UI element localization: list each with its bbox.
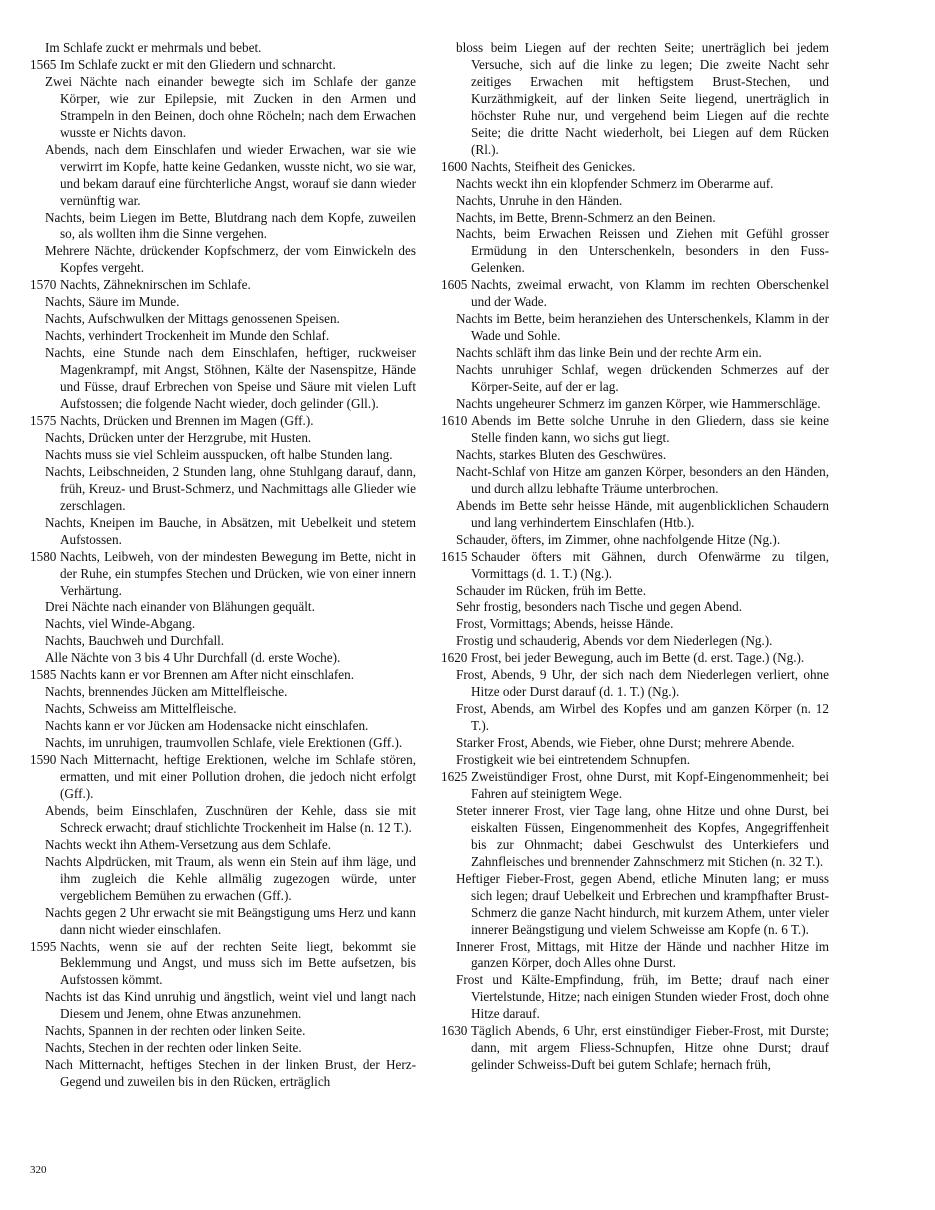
entry-text: Nach Mitternacht, heftiges Stechen in der linken Brust, der Herz-Gegend und zuweilen bis in den Rücken, erträglich [45, 1057, 416, 1090]
entry-text: Nachts gegen 2 Uhr erwacht sie mit Beängstigung ums Herz und kann dann nicht wieder einschlafen. [45, 904, 416, 937]
entry-text: Steter innerer Frost, vier Tage lang, ohne Hitze und ohne Durst, bei eiskalten Füssen, Eingenommenheit des Kopfes, Angegriffenheit bis zur Ohnmacht; dabei Geschwulst des Unterkiefers und Zahnfleisches und brennender Zahnschmerz mit Stichen (n. 32 T.). [456, 802, 829, 869]
symptom-entry [441, 532, 829, 549]
symptom-entry [30, 752, 416, 803]
entry-text: Nachts, Schweiss am Mittelfleische. [45, 701, 237, 717]
symptom-entry [30, 1023, 416, 1040]
symptom-entry [441, 396, 829, 413]
symptom-entry [441, 447, 829, 464]
entry-text: Nachts, viel Winde-Abgang. [45, 616, 196, 632]
entry-text: Nachts im Bette, beim heranziehen des Unterschenkels, Klamm in der Wade und Sohle. [456, 311, 829, 344]
symptom-entry [30, 243, 416, 277]
entry-text: Nacht-Schlaf von Hitze am ganzen Körper, besonders an den Händen, und durch allzu lebhafte Träume unterbrochen. [456, 463, 829, 496]
entry-text: Nachts ungeheurer Schmerz im ganzen Körper, wie Hammerschläge. [456, 396, 821, 412]
entry-text: Nachts, Spannen in der rechten oder linken Seite. [45, 1023, 306, 1039]
symptom-entry [441, 803, 829, 871]
entry-text: Nachts kann er vor Jücken am Hodensacke nicht einschlafen. [45, 718, 369, 734]
symptom-entry [441, 667, 829, 701]
entry-text: Nachts, Steifheit des Genickes. [471, 158, 636, 174]
entry-text: Nachts, verhindert Trockenheit im Munde den Schlaf. [45, 328, 330, 344]
symptom-entry [441, 40, 829, 159]
entry-text: Nach Mitternacht, heftige Erektionen, welche im Schlafe stören, ermatten, und mit einer Pollution drohen, die jedoch nicht erfolgt (Gff.). [60, 752, 416, 801]
entry-text: Im Schlafe zuckt er mehrmals und bebet. [45, 40, 262, 55]
left-column [30, 40, 416, 1091]
symptom-entry [30, 599, 416, 616]
entry-text: Nachts, beim Erwachen Reissen und Ziehen mit Gefühl grosser Ermüdung in den Unterschenkeln, besonders in den Fuss-Gelenken. [456, 226, 829, 276]
symptom-entry [30, 1040, 416, 1057]
symptom-entry [441, 226, 829, 277]
symptom-entry [441, 311, 829, 345]
entry-text: Frost und Kälte-Empfindung, früh, im Bette; drauf nach einer Viertelstunde, Hitze; nach einigen Stunden wieder Frost, doch ohne Hitze darauf. [456, 972, 829, 1022]
entry-text: Täglich Abends, 6 Uhr, erst einstündiger Fieber-Frost, mit Durste; dann, mit argem Fliess-Schnupfen, Hitze ohne Durst; drauf gelinder Schweiss-Duft bei gutem Schlafe; hernach früh, [471, 1023, 829, 1073]
symptom-entry [441, 599, 829, 616]
entry-text: Abends, nach dem Einschlafen und wieder Erwachen, war sie wie verwirrt im Kopfe, hatte keine Gedanken, wusste nicht, wo sie war, und bekam darauf eine fürchterliche Angst, worauf sie dann wieder vernünftig war. [45, 141, 416, 208]
symptom-entry [30, 413, 416, 430]
entry-number: 1625 [441, 768, 468, 784]
symptom-entry [30, 464, 416, 515]
entry-text: Nachts, Unruhe in den Händen. [456, 192, 623, 208]
symptom-entry [441, 498, 829, 532]
entry-text: Frost, Abends, 9 Uhr, der sich nach dem Niederlegen verliert, ohne Hitze oder Durst darauf (d. 1. T.) (Ng.). [456, 667, 829, 700]
entry-text: Nachts, Zähneknirschen im Schlafe. [60, 277, 251, 293]
symptom-entry [441, 616, 829, 633]
entry-number: 1575 [30, 412, 57, 428]
symptom-entry [441, 193, 829, 210]
entry-text: Nachts, Säure im Munde. [45, 294, 180, 310]
symptom-entry [441, 583, 829, 600]
entry-text: Sehr frostig, besonders nach Tische und gegen Abend. [456, 599, 743, 615]
symptom-entry [30, 57, 416, 74]
symptom-entry [30, 515, 416, 549]
entry-number: 1585 [30, 667, 57, 683]
entry-text: Mehrere Nächte, drückender Kopfschmerz, der vom Einwickeln des Kopfes vergeht. [45, 243, 416, 276]
entry-text: Nachts, im Bette, Brenn-Schmerz an den Beinen. [456, 209, 716, 225]
symptom-entry [30, 74, 416, 142]
entry-text: Im Schlafe zuckt er mit den Gliedern und schnarcht. [60, 56, 336, 72]
symptom-entry [441, 464, 829, 498]
entry-number: 1605 [441, 277, 468, 293]
symptom-entry [441, 549, 829, 583]
symptom-entry [441, 769, 829, 803]
symptom-entry [30, 905, 416, 939]
entry-text: Schauder öfters mit Gähnen, durch Ofenwärme zu tilgen, Vormittags (d. 1. T.) (Ng.). [471, 548, 829, 581]
entry-text: Schauder im Rücken, früh im Bette. [456, 582, 647, 598]
entry-text: Nachts, Leibweh, von der mindesten Bewegung im Bette, nicht in der Ruhe, ein stumpfes Stechen und Drücken, wie von einer innern Verhärtung. [60, 548, 416, 598]
entry-text: Innerer Frost, Mittags, mit Hitze der Hände und nachher Hitze im ganzen Körper, doch Alles ohne Durst. [456, 938, 829, 971]
entry-text: Starker Frost, Abends, wie Fieber, ohne Durst; mehrere Abende. [456, 735, 795, 751]
entry-text: Nachts, eine Stunde nach dem Einschlafen, heftiger, ruckweiser Magenkrampf, mit Angst, Stöhnen, Kälte der Nasenspitze, Hände und Füsse, drauf Erbrechen von Speise und Säure mit vielen Luft Aufstossen; die folgende Nacht wieder, doch gelinder (Gll.). [45, 345, 416, 412]
entry-number: 1615 [441, 548, 468, 564]
symptom-entry [30, 294, 416, 311]
symptom-entry [30, 837, 416, 854]
symptom-entry [441, 871, 829, 939]
entry-number: 1595 [30, 938, 57, 954]
symptom-entry [30, 633, 416, 650]
symptom-entry [441, 277, 829, 311]
symptom-entry [441, 176, 829, 193]
entry-text: Nachts, beim Liegen im Bette, Blutdrang nach dem Kopfe, zuweilen so, als wollten ihm die Sinne vergehen. [45, 209, 416, 242]
symptom-entry [30, 718, 416, 735]
symptom-entry [441, 413, 829, 447]
entry-text: Nachts, starkes Bluten des Geschwüres. [456, 446, 667, 462]
symptom-entry [30, 803, 416, 837]
symptom-entry [30, 210, 416, 244]
entry-text: Drei Nächte nach einander von Blähungen gequält. [45, 599, 315, 615]
entry-text: Heftiger Fieber-Frost, gegen Abend, etliche Minuten lang; er muss sich legen; drauf Uebelkeit und Erbrechen und krampfhafter Brust-Schmerz die ganze Nacht hindurch, mit kurzem Athem, unter vieler innerer Beängstigung und vielem Schweisse am Kopfe (n. 6 T.). [456, 870, 829, 937]
entry-text: Nachts kann er vor Brennen am After nicht einschlafen. [60, 667, 355, 683]
symptom-entry [30, 277, 416, 294]
entry-text: Zweistündiger Frost, ohne Durst, mit Kopf-Eingenommenheit; bei Fahren auf steinigtem Wege. [471, 768, 829, 801]
symptom-entry [441, 972, 829, 1023]
entry-number: 1620 [441, 650, 468, 666]
entry-text: Frost, Vormittags; Abends, heisse Hände. [456, 616, 674, 632]
symptom-entry [441, 210, 829, 227]
symptom-entry [30, 430, 416, 447]
symptom-entry [441, 939, 829, 973]
symptom-entry [441, 633, 829, 650]
symptom-entry [30, 311, 416, 328]
entry-text: Nachts, Drücken unter der Herzgrube, mit Husten. [45, 429, 312, 445]
symptom-entry [30, 549, 416, 600]
symptom-entry [30, 989, 416, 1023]
symptom-entry [441, 362, 829, 396]
symptom-entry [30, 667, 416, 684]
entry-text: Nachts, Drücken und Brennen im Magen (Gff.). [60, 412, 314, 428]
symptom-entry [441, 159, 829, 176]
entry-text: Nachts Alpdrücken, mit Traum, als wenn ein Stein auf ihm läge, und ihm zugleich die Kehle allmälig zugezogen würde, unter vergeblichem Bemühen zu erwachen (Gff.). [45, 853, 416, 903]
symptom-entry [30, 616, 416, 633]
symptom-entry [30, 701, 416, 718]
entry-text: Frostigkeit wie bei eintretendem Schnupfen. [456, 752, 691, 768]
entry-text: Nachts unruhiger Schlaf, wegen drückenden Schmerzes auf der Körper-Seite, auf der er lag. [456, 362, 829, 395]
entry-text: Nachts weckt ihn ein klopfender Schmerz im Oberarme auf. [456, 175, 774, 191]
entry-text: Nachts ist das Kind unruhig und ängstlich, weint viel und langt nach Diesem und Jenem, ohne Etwas anzunehmen. [45, 989, 416, 1022]
entry-text: Nachts muss sie viel Schleim ausspucken, oft halbe Stunden lang. [45, 446, 393, 462]
entry-text: bloss beim Liegen auf der rechten Seite; unerträglich bei jedem Versuche, sich auf die linke zu legen; Die zweite Nacht sehr zeitiges Erwachen mit heftigstem Brust-Stechen, und Kurzäthmigkeit, auf der linken Seite liegend, unerträglich in höchster Ruhe nur, und vergehend beim Liegen auf die rechte Seite; die dritte Nacht wiederholt, bei Liegen auf dem Rücken (Rl.). [456, 40, 829, 157]
page-number: 320 [30, 1164, 47, 1176]
entry-text: Nachts, brennendes Jücken am Mittelfleische. [45, 684, 288, 700]
entry-number: 1610 [441, 412, 468, 428]
entry-text: Nachts, wenn sie auf der rechten Seite liegt, bekommt sie Beklemmung und Angst, und muss sich im Bette aufsetzen, bis Aufstossen kömmt. [60, 938, 416, 988]
entry-text: Nachts, im unruhigen, traumvollen Schlafe, viele Erektionen (Gff.). [45, 735, 403, 751]
symptom-entry [30, 650, 416, 667]
entry-text: Nachts, Bauchweh und Durchfall. [45, 633, 225, 649]
entry-number: 1570 [30, 277, 57, 293]
entry-text: Nachts, Leibschneiden, 2 Stunden lang, ohne Stuhlgang darauf, dann, früh, Kreuz- und Brust-Schmerz, und Nachmittags alle Glieder wie zerschlagen. [45, 463, 416, 513]
entry-text: Alle Nächte von 3 bis 4 Uhr Durchfall (d. erste Woche). [45, 650, 341, 666]
symptom-entry [441, 650, 829, 667]
symptom-entry [30, 40, 416, 57]
symptom-entry [30, 142, 416, 210]
entry-number: 1580 [30, 548, 57, 564]
entry-number: 1600 [441, 158, 468, 174]
entry-number: 1590 [30, 752, 57, 768]
entry-number: 1565 [30, 56, 57, 72]
entry-text: Frost, Abends, am Wirbel des Kopfes und am ganzen Körper (n. 12 T.). [456, 701, 829, 734]
symptom-entry [441, 735, 829, 752]
symptom-entry [30, 735, 416, 752]
symptom-entry [441, 752, 829, 769]
entry-text: Abends im Bette sehr heisse Hände, mit augenblicklichen Schaudern und lang verhindertem Einschlafen (Htb.). [456, 497, 829, 530]
entry-text: Abends im Bette solche Unruhe in den Gliedern, dass sie keine Stelle finden kann, wo sichs gut liegt. [471, 412, 829, 445]
entry-text: Nachts, Aufschwulken der Mittags genossenen Speisen. [45, 311, 340, 327]
symptom-entry [441, 701, 829, 735]
right-column [441, 40, 829, 1074]
symptom-entry [30, 447, 416, 464]
symptom-entry [30, 854, 416, 905]
symptom-entry [30, 328, 416, 345]
entry-text: Nachts schläft ihm das linke Bein und der rechte Arm ein. [456, 345, 762, 361]
entry-text: Schauder, öfters, im Zimmer, ohne nachfolgende Hitze (Ng.). [456, 531, 781, 547]
entry-text: Frost, bei jeder Bewegung, auch im Bette (d. erst. Tage.) (Ng.). [471, 650, 805, 666]
entry-text: Nachts weckt ihn Athem-Versetzung aus dem Schlafe. [45, 836, 332, 852]
symptom-entry [30, 345, 416, 413]
entry-text: Nachts, Stechen in der rechten oder linken Seite. [45, 1040, 302, 1056]
symptom-entry [441, 1023, 829, 1074]
entry-text: Abends, beim Einschlafen, Zuschnüren der Kehle, dass sie mit Schreck erwacht; drauf stichlichte Trockenheit im Halse (n. 12 T.). [45, 802, 416, 835]
symptom-entry [30, 684, 416, 701]
symptom-entry [30, 1057, 416, 1091]
symptom-entry [30, 939, 416, 990]
entry-text: Nachts, Kneipen im Bauche, in Absätzen, mit Uebelkeit und stetem Aufstossen. [45, 514, 416, 547]
entry-text: Zwei Nächte nach einander bewegte sich im Schlafe der ganze Körper, wie zur Epilepsie, mit Zucken in den Armen und Strampeln in den Beinen, doch ohne Röcheln; nach dem Erwachen wusste er Nichts davon. [45, 73, 416, 140]
entry-text: Nachts, zweimal erwacht, von Klamm im rechten Oberschenkel und der Wade. [471, 277, 829, 310]
entry-text: Frostig und schauderig, Abends vor dem Niederlegen (Ng.). [456, 633, 773, 649]
entry-number: 1630 [441, 1023, 468, 1039]
symptom-entry [441, 345, 829, 362]
